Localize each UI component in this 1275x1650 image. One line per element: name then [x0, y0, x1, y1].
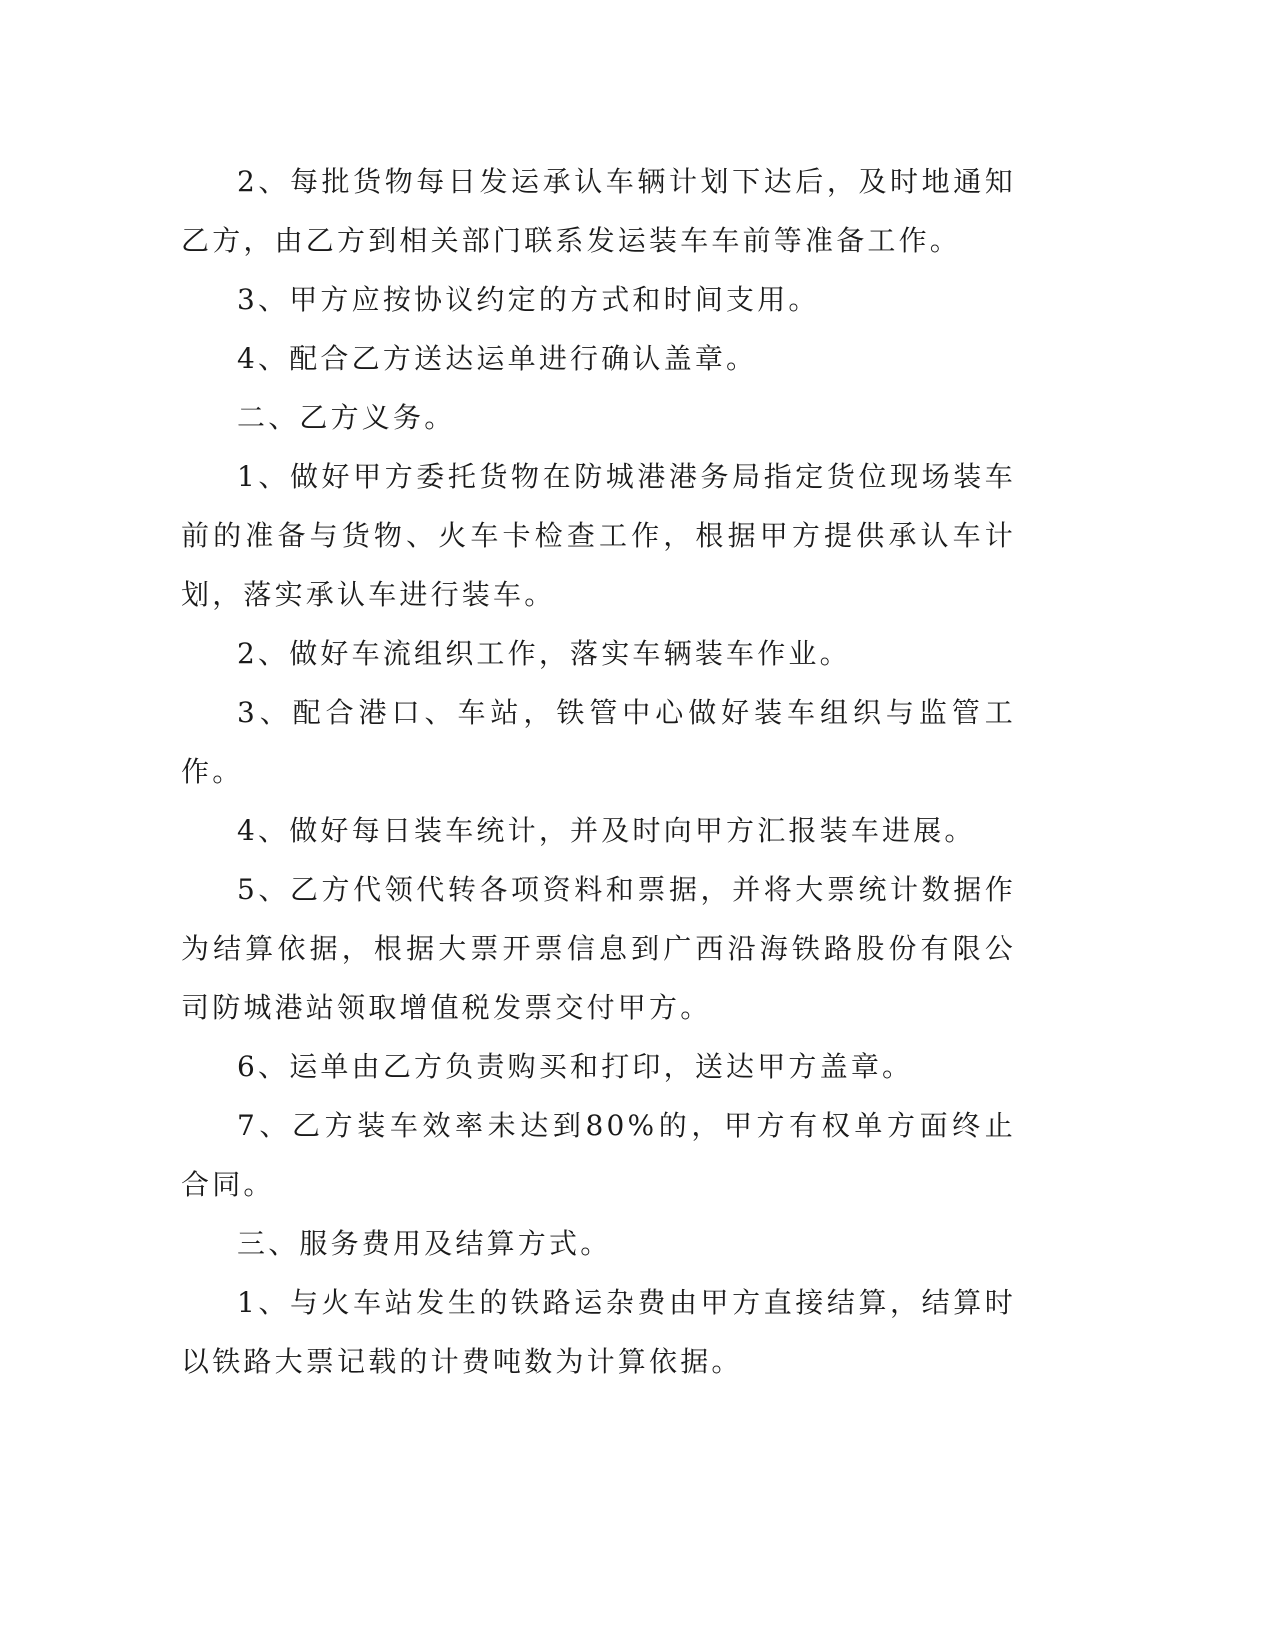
- paragraph-party-a-duty-2: 2、每批货物每日发运承认车辆计划下达后，及时地通知乙方，由乙方到相关部门联系发运装车车前等准备工作。: [181, 165, 1016, 257]
- paragraph-party-b-duty-4: 4、做好每日装车统计，并及时向甲方汇报装车进展。: [237, 814, 976, 847]
- paragraph-fees-1: 1、与火车站发生的铁路运杂费由甲方直接结算，结算时以铁路大票记载的计费吨数为计算依据。: [181, 1286, 1016, 1378]
- paragraph-party-b-duty-5: 5、乙方代领代转各项资料和票据，并将大票统计数据作为结算依据，根据大票开票信息到广西沿海铁路股份有限公司防城港站领取增值税发票交付甲方。: [181, 873, 1016, 1024]
- paragraph-party-b-duty-2: 2、做好车流组织工作，落实车辆装车作业。: [237, 637, 851, 670]
- paragraph-party-a-duty-3: 3、甲方应按协议约定的方式和时间支用。: [237, 283, 820, 316]
- section-heading-fees-settlement: 三、服务费用及结算方式。: [237, 1227, 612, 1260]
- paragraph-party-b-duty-7: 7、乙方装车效率未达到80%的，甲方有权单方面终止合同。: [181, 1109, 1016, 1201]
- paragraph-party-b-duty-1: 1、做好甲方委托货物在防城港港务局指定货位现场装车前的准备与货物、火车卡检查工作，根据甲方提供承认车计划，落实承认车进行装车。: [181, 460, 1016, 611]
- document-body: [181, 152, 1016, 1391]
- paragraph-party-b-duty-3: 3、配合港口、车站，铁管中心做好装车组织与监管工作。: [181, 696, 1016, 788]
- paragraph-party-a-duty-4: 4、配合乙方送达运单进行确认盖章。: [237, 342, 758, 375]
- paragraph-party-b-duty-6: 6、运单由乙方负责购买和打印，送达甲方盖章。: [237, 1050, 914, 1083]
- section-heading-party-b-duties: 二、乙方义务。: [237, 401, 456, 434]
